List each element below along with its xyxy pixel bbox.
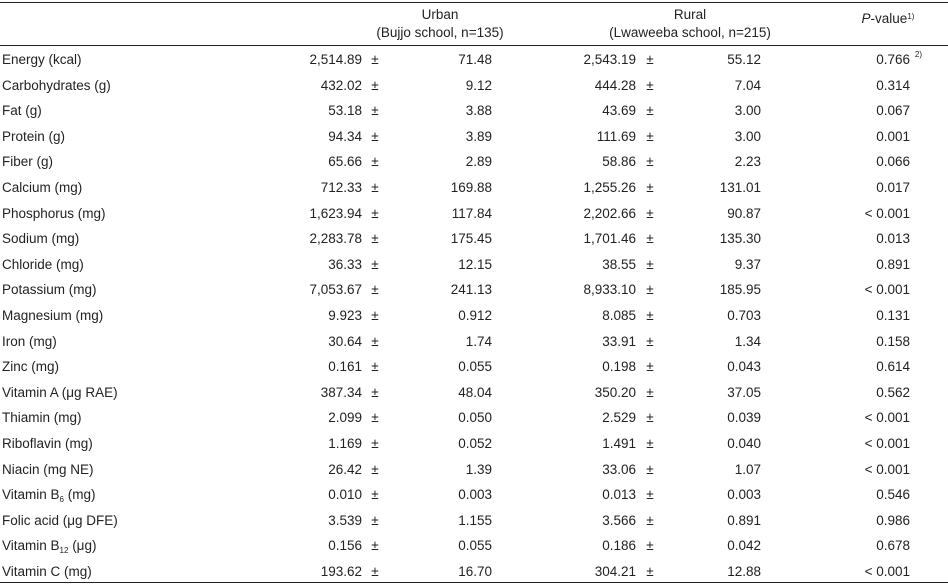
urban-mean: 0.161 bbox=[328, 359, 362, 375]
rural-mean: 1.491 bbox=[602, 436, 636, 451]
p-value-text: 0.017 bbox=[876, 180, 910, 195]
nutrient-name-text: Phosphorus (mg) bbox=[2, 205, 106, 221]
nutrient-name-text: Calcium (mg) bbox=[2, 180, 83, 195]
table-row bbox=[0, 73, 948, 99]
nutrient-name bbox=[2, 431, 93, 457]
urban-mean: 30.64 bbox=[328, 333, 362, 349]
p-value-text: 0.314 bbox=[876, 77, 910, 93]
rural-sd: 1.07 bbox=[734, 461, 761, 477]
p-value-text: < 0.001 bbox=[864, 461, 910, 477]
rural-plus-minus: ± bbox=[646, 512, 654, 528]
pvalue-header-text: -value bbox=[870, 11, 908, 26]
nutrient-name-text: Vitamin B bbox=[2, 538, 60, 554]
nutrient-name-text: Fiber (g) bbox=[2, 154, 54, 170]
rural-plus-minus: ± bbox=[646, 308, 654, 323]
rural-plus-minus: ± bbox=[646, 487, 654, 503]
p-value bbox=[876, 303, 910, 329]
nutrient-name bbox=[2, 124, 65, 150]
rural-plus-minus: ± bbox=[646, 77, 654, 93]
nutrient-name-text: Vitamin B bbox=[2, 487, 60, 503]
urban-plus-minus: ± bbox=[371, 538, 379, 554]
urban-plus-minus: ± bbox=[371, 154, 379, 170]
urban-plus-minus: ± bbox=[371, 128, 379, 144]
urban-sd: 1.39 bbox=[465, 461, 492, 477]
p-value-text: < 0.001 bbox=[864, 564, 910, 579]
p-value bbox=[876, 482, 910, 508]
rural-mean: 33.06 bbox=[602, 461, 636, 477]
rural-sd: 0.039 bbox=[727, 410, 761, 426]
urban-plus-minus: ± bbox=[371, 231, 379, 247]
rural-mean: 304.21 bbox=[594, 564, 636, 579]
table-row bbox=[0, 329, 948, 355]
rural-mean: 1,255.26 bbox=[583, 180, 636, 195]
urban-sd: 12.15 bbox=[458, 256, 492, 272]
urban-sd: 117.84 bbox=[451, 205, 492, 221]
nutrient-name-text: Potassium (mg) bbox=[2, 282, 97, 298]
p-value bbox=[865, 559, 910, 585]
urban-plus-minus: ± bbox=[371, 333, 379, 349]
urban-sd: 3.88 bbox=[465, 103, 492, 119]
rural-sd: 131.01 bbox=[719, 180, 761, 195]
urban-mean: 53.18 bbox=[328, 103, 362, 119]
p-value-footnote: 2) bbox=[914, 50, 922, 59]
urban-sd: 3.89 bbox=[465, 128, 492, 144]
rural-mean: 33.91 bbox=[602, 333, 636, 349]
nutrient-name-subscript: 6 bbox=[59, 495, 64, 505]
rural-column-header bbox=[585, 6, 795, 42]
table-row bbox=[0, 98, 948, 124]
pvalue-column-header bbox=[848, 10, 928, 28]
urban-mean: 26.42 bbox=[328, 461, 362, 477]
urban-sd: 0.055 bbox=[458, 538, 492, 554]
rural-sd: 0.891 bbox=[727, 512, 761, 528]
rural-sd: 0.042 bbox=[727, 538, 761, 554]
rural-sd: 1.34 bbox=[734, 333, 761, 349]
table-row bbox=[0, 149, 948, 175]
rural-mean: 2,543.19 bbox=[583, 52, 636, 67]
p-value-text: < 0.001 bbox=[864, 205, 910, 221]
urban-sd: 169.88 bbox=[450, 180, 492, 195]
p-value-text: < 0.001 bbox=[864, 436, 910, 451]
nutrient-name bbox=[2, 98, 42, 124]
urban-plus-minus: ± bbox=[371, 461, 379, 477]
rural-mean: 3.566 bbox=[602, 512, 636, 528]
p-value bbox=[876, 73, 910, 99]
rural-mean: 8.085 bbox=[602, 308, 636, 323]
urban-header-title: Urban bbox=[421, 7, 459, 22]
p-value-text: 0.158 bbox=[876, 333, 910, 349]
table-row bbox=[0, 277, 948, 303]
urban-plus-minus: ± bbox=[371, 487, 379, 503]
table-row bbox=[0, 380, 948, 406]
nutrient-name bbox=[2, 175, 82, 201]
urban-plus-minus: ± bbox=[371, 359, 379, 375]
rural-mean: 444.28 bbox=[594, 77, 636, 93]
nutrient-name bbox=[2, 380, 118, 406]
urban-mean: 2,514.89 bbox=[309, 52, 362, 67]
table-row bbox=[0, 175, 948, 201]
nutrient-name bbox=[2, 47, 82, 73]
rural-mean: 8,933.10 bbox=[583, 282, 636, 298]
urban-sd: 9.12 bbox=[465, 77, 492, 93]
rural-sd: 185.95 bbox=[719, 282, 761, 298]
urban-sd: 0.050 bbox=[458, 410, 492, 426]
rural-sd: 0.003 bbox=[727, 487, 761, 503]
rural-plus-minus: ± bbox=[646, 282, 654, 298]
urban-mean: 0.156 bbox=[328, 538, 362, 554]
rural-sd: 9.37 bbox=[734, 256, 761, 272]
rural-sd: 0.040 bbox=[727, 436, 761, 451]
pvalue-header-footnote: 1) bbox=[907, 12, 915, 21]
urban-mean: 1,623.94 bbox=[309, 205, 362, 221]
rural-mean: 0.013 bbox=[602, 487, 636, 503]
nutrient-name-text: Vitamin C (mg) bbox=[2, 564, 92, 579]
urban-mean: 2.099 bbox=[328, 410, 362, 426]
nutrient-name-text: Chloride (mg) bbox=[2, 256, 84, 272]
rural-plus-minus: ± bbox=[646, 436, 654, 451]
urban-mean: 193.62 bbox=[320, 564, 362, 579]
urban-mean: 94.34 bbox=[328, 128, 362, 144]
rural-mean: 58.86 bbox=[602, 154, 636, 170]
p-value bbox=[876, 98, 910, 124]
rural-sd: 0.043 bbox=[727, 359, 761, 375]
p-value bbox=[865, 431, 910, 457]
urban-sd: 1.155 bbox=[458, 512, 492, 528]
p-value bbox=[876, 124, 910, 150]
nutrient-name-text: Iron (mg) bbox=[2, 333, 57, 349]
rural-sd: 90.87 bbox=[727, 205, 761, 221]
p-value bbox=[876, 47, 922, 73]
nutrient-name bbox=[2, 73, 111, 99]
nutrient-name bbox=[2, 149, 53, 175]
urban-sd: 1.74 bbox=[465, 333, 492, 349]
rural-plus-minus: ± bbox=[646, 384, 654, 400]
urban-mean: 9.923 bbox=[328, 308, 362, 323]
nutrient-name-text: Energy (kcal) bbox=[2, 52, 82, 67]
rural-sd: 12.88 bbox=[727, 564, 761, 579]
rural-mean: 1,701.46 bbox=[583, 231, 636, 247]
p-value bbox=[876, 329, 910, 355]
p-value-text: < 0.001 bbox=[864, 282, 910, 298]
rural-plus-minus: ± bbox=[646, 461, 654, 477]
p-value bbox=[865, 277, 910, 303]
p-value bbox=[876, 149, 910, 175]
urban-sd: 0.055 bbox=[458, 359, 492, 375]
table-row bbox=[0, 533, 948, 559]
rural-sd: 7.04 bbox=[734, 77, 761, 93]
p-value-text: 0.131 bbox=[876, 308, 910, 323]
urban-plus-minus: ± bbox=[371, 256, 379, 272]
table-row bbox=[0, 508, 948, 534]
nutrient-name-text: Folic acid (μg DFE) bbox=[2, 512, 118, 528]
urban-sd: 175.45 bbox=[450, 231, 492, 247]
rural-plus-minus: ± bbox=[646, 103, 654, 119]
rural-sd: 2.23 bbox=[734, 154, 761, 170]
table-row bbox=[0, 303, 948, 329]
nutrient-name bbox=[2, 482, 95, 510]
urban-plus-minus: ± bbox=[371, 103, 379, 119]
urban-mean: 7,053.67 bbox=[309, 282, 362, 298]
nutrient-name-subscript: 12 bbox=[59, 546, 69, 556]
urban-plus-minus: ± bbox=[371, 205, 379, 221]
rural-plus-minus: ± bbox=[646, 410, 654, 426]
rural-plus-minus: ± bbox=[646, 128, 654, 144]
nutrient-name-unit: (μg) bbox=[68, 538, 97, 554]
nutrient-name bbox=[2, 457, 94, 483]
table-row bbox=[0, 405, 948, 431]
table-row bbox=[0, 354, 948, 380]
urban-plus-minus: ± bbox=[371, 282, 379, 298]
table-row bbox=[0, 431, 948, 457]
nutrient-name-text: Fat (g) bbox=[2, 103, 42, 119]
rural-sd: 135.30 bbox=[719, 231, 761, 247]
rural-plus-minus: ± bbox=[646, 205, 654, 221]
urban-plus-minus: ± bbox=[371, 436, 379, 451]
table-row bbox=[0, 482, 948, 508]
p-value-text: 0.766 bbox=[876, 52, 910, 67]
p-value-text: < 0.001 bbox=[864, 410, 910, 426]
p-value bbox=[876, 252, 910, 278]
urban-sd: 16.70 bbox=[458, 564, 492, 579]
rural-plus-minus: ± bbox=[646, 231, 654, 247]
nutrient-name-unit: (mg) bbox=[63, 487, 96, 503]
urban-sd: 0.003 bbox=[458, 487, 492, 503]
rural-sd: 3.00 bbox=[734, 103, 761, 119]
urban-sd: 48.04 bbox=[458, 384, 492, 400]
nutrient-name-text: Thiamin (mg) bbox=[2, 410, 82, 426]
urban-mean: 387.34 bbox=[320, 384, 362, 400]
rural-sd: 3.00 bbox=[734, 128, 761, 144]
rural-plus-minus: ± bbox=[646, 256, 654, 272]
table-row bbox=[0, 457, 948, 483]
rural-plus-minus: ± bbox=[646, 154, 654, 170]
p-value-text: 0.013 bbox=[876, 231, 910, 247]
urban-mean: 3.539 bbox=[328, 512, 362, 528]
p-value-text: 0.891 bbox=[876, 256, 910, 272]
table-row bbox=[0, 226, 948, 252]
table-row bbox=[0, 124, 948, 150]
rural-mean: 0.186 bbox=[602, 538, 636, 554]
p-value bbox=[876, 226, 910, 252]
p-value-text: 0.678 bbox=[876, 538, 910, 554]
nutrient-name-text: Riboflavin (mg) bbox=[2, 436, 93, 451]
p-value-text: 0.986 bbox=[876, 512, 910, 528]
nutrient-name-text: Magnesium (mg) bbox=[2, 308, 104, 323]
p-value-text: 0.066 bbox=[876, 154, 910, 170]
nutrient-name bbox=[2, 277, 97, 303]
urban-sd: 0.912 bbox=[458, 308, 492, 323]
urban-mean: 36.33 bbox=[328, 256, 362, 272]
rural-sd: 55.12 bbox=[727, 52, 761, 67]
urban-plus-minus: ± bbox=[371, 77, 379, 93]
urban-plus-minus: ± bbox=[371, 564, 379, 579]
nutrient-name bbox=[2, 329, 57, 355]
urban-sd: 241.13 bbox=[450, 282, 492, 298]
rural-mean: 43.69 bbox=[602, 103, 636, 119]
nutrient-name bbox=[2, 252, 84, 278]
rural-mean: 0.198 bbox=[602, 359, 636, 375]
nutrient-name-text: Niacin (mg NE) bbox=[2, 461, 94, 477]
rural-plus-minus: ± bbox=[646, 538, 654, 554]
p-value bbox=[865, 405, 910, 431]
p-value bbox=[876, 533, 910, 559]
p-value bbox=[865, 457, 910, 483]
p-value-text: 0.546 bbox=[876, 487, 910, 503]
nutrient-name bbox=[2, 508, 118, 534]
urban-sd: 0.052 bbox=[458, 436, 492, 451]
table-row bbox=[0, 252, 948, 278]
table-row bbox=[0, 47, 948, 73]
table-row bbox=[0, 559, 948, 585]
header-rule bbox=[0, 45, 948, 46]
urban-plus-minus: ± bbox=[371, 384, 379, 400]
nutrient-name bbox=[2, 405, 82, 431]
nutrient-name-text: Sodium (mg) bbox=[2, 231, 80, 247]
urban-column-header bbox=[340, 6, 540, 42]
p-value bbox=[876, 380, 910, 406]
urban-plus-minus: ± bbox=[371, 52, 379, 67]
p-value-text: 0.562 bbox=[876, 384, 910, 400]
p-value bbox=[876, 175, 910, 201]
urban-mean: 0.010 bbox=[328, 487, 362, 503]
nutrient-name bbox=[2, 201, 106, 227]
urban-mean: 1.169 bbox=[328, 436, 362, 451]
rural-plus-minus: ± bbox=[646, 52, 654, 67]
rural-sd: 0.703 bbox=[727, 308, 761, 323]
urban-plus-minus: ± bbox=[371, 308, 379, 323]
rural-mean: 2.529 bbox=[602, 410, 636, 426]
urban-mean: 432.02 bbox=[320, 77, 362, 93]
top-rule bbox=[0, 2, 948, 3]
p-value-text: 0.001 bbox=[876, 128, 910, 144]
rural-plus-minus: ± bbox=[646, 333, 654, 349]
rural-mean: 38.55 bbox=[602, 256, 636, 272]
p-value bbox=[876, 354, 910, 380]
p-value-text: 0.614 bbox=[876, 359, 910, 375]
rural-plus-minus: ± bbox=[646, 359, 654, 375]
rural-sd: 37.05 bbox=[727, 384, 761, 400]
rural-header-subtitle: (Lwaweeba school, n=215) bbox=[609, 25, 771, 40]
rural-header-title: Rural bbox=[673, 7, 707, 22]
nutrient-name-text: Zinc (mg) bbox=[2, 359, 59, 375]
urban-plus-minus: ± bbox=[371, 180, 379, 195]
p-value-text: 0.067 bbox=[876, 103, 910, 119]
urban-mean: 65.66 bbox=[328, 154, 362, 170]
nutrient-name-text: Protein (g) bbox=[2, 128, 66, 144]
urban-plus-minus: ± bbox=[371, 410, 379, 426]
nutrient-name-text: Vitamin A (μg RAE) bbox=[2, 384, 118, 400]
rural-mean: 111.69 bbox=[596, 128, 636, 144]
nutrient-name bbox=[2, 354, 59, 380]
pvalue-header-italic: P bbox=[861, 11, 871, 26]
nutrient-name bbox=[2, 559, 92, 585]
urban-header-subtitle: (Bujjo school, n=135) bbox=[376, 25, 504, 40]
rural-plus-minus: ± bbox=[646, 180, 654, 195]
table-row bbox=[0, 201, 948, 227]
p-value bbox=[865, 201, 910, 227]
urban-plus-minus: ± bbox=[371, 512, 379, 528]
nutrient-name bbox=[2, 303, 103, 329]
urban-mean: 2,283.78 bbox=[309, 231, 362, 247]
urban-mean: 712.33 bbox=[320, 180, 362, 195]
p-value bbox=[876, 508, 910, 534]
rural-plus-minus: ± bbox=[646, 564, 654, 579]
nutrient-name bbox=[2, 533, 96, 561]
urban-sd: 71.48 bbox=[458, 52, 492, 67]
nutrient-name-text: Carbohydrates (g) bbox=[2, 77, 111, 93]
nutrient-name bbox=[2, 226, 79, 252]
urban-sd: 2.89 bbox=[465, 154, 492, 170]
rural-mean: 2,202.66 bbox=[583, 205, 636, 221]
rural-mean: 350.20 bbox=[594, 384, 636, 400]
